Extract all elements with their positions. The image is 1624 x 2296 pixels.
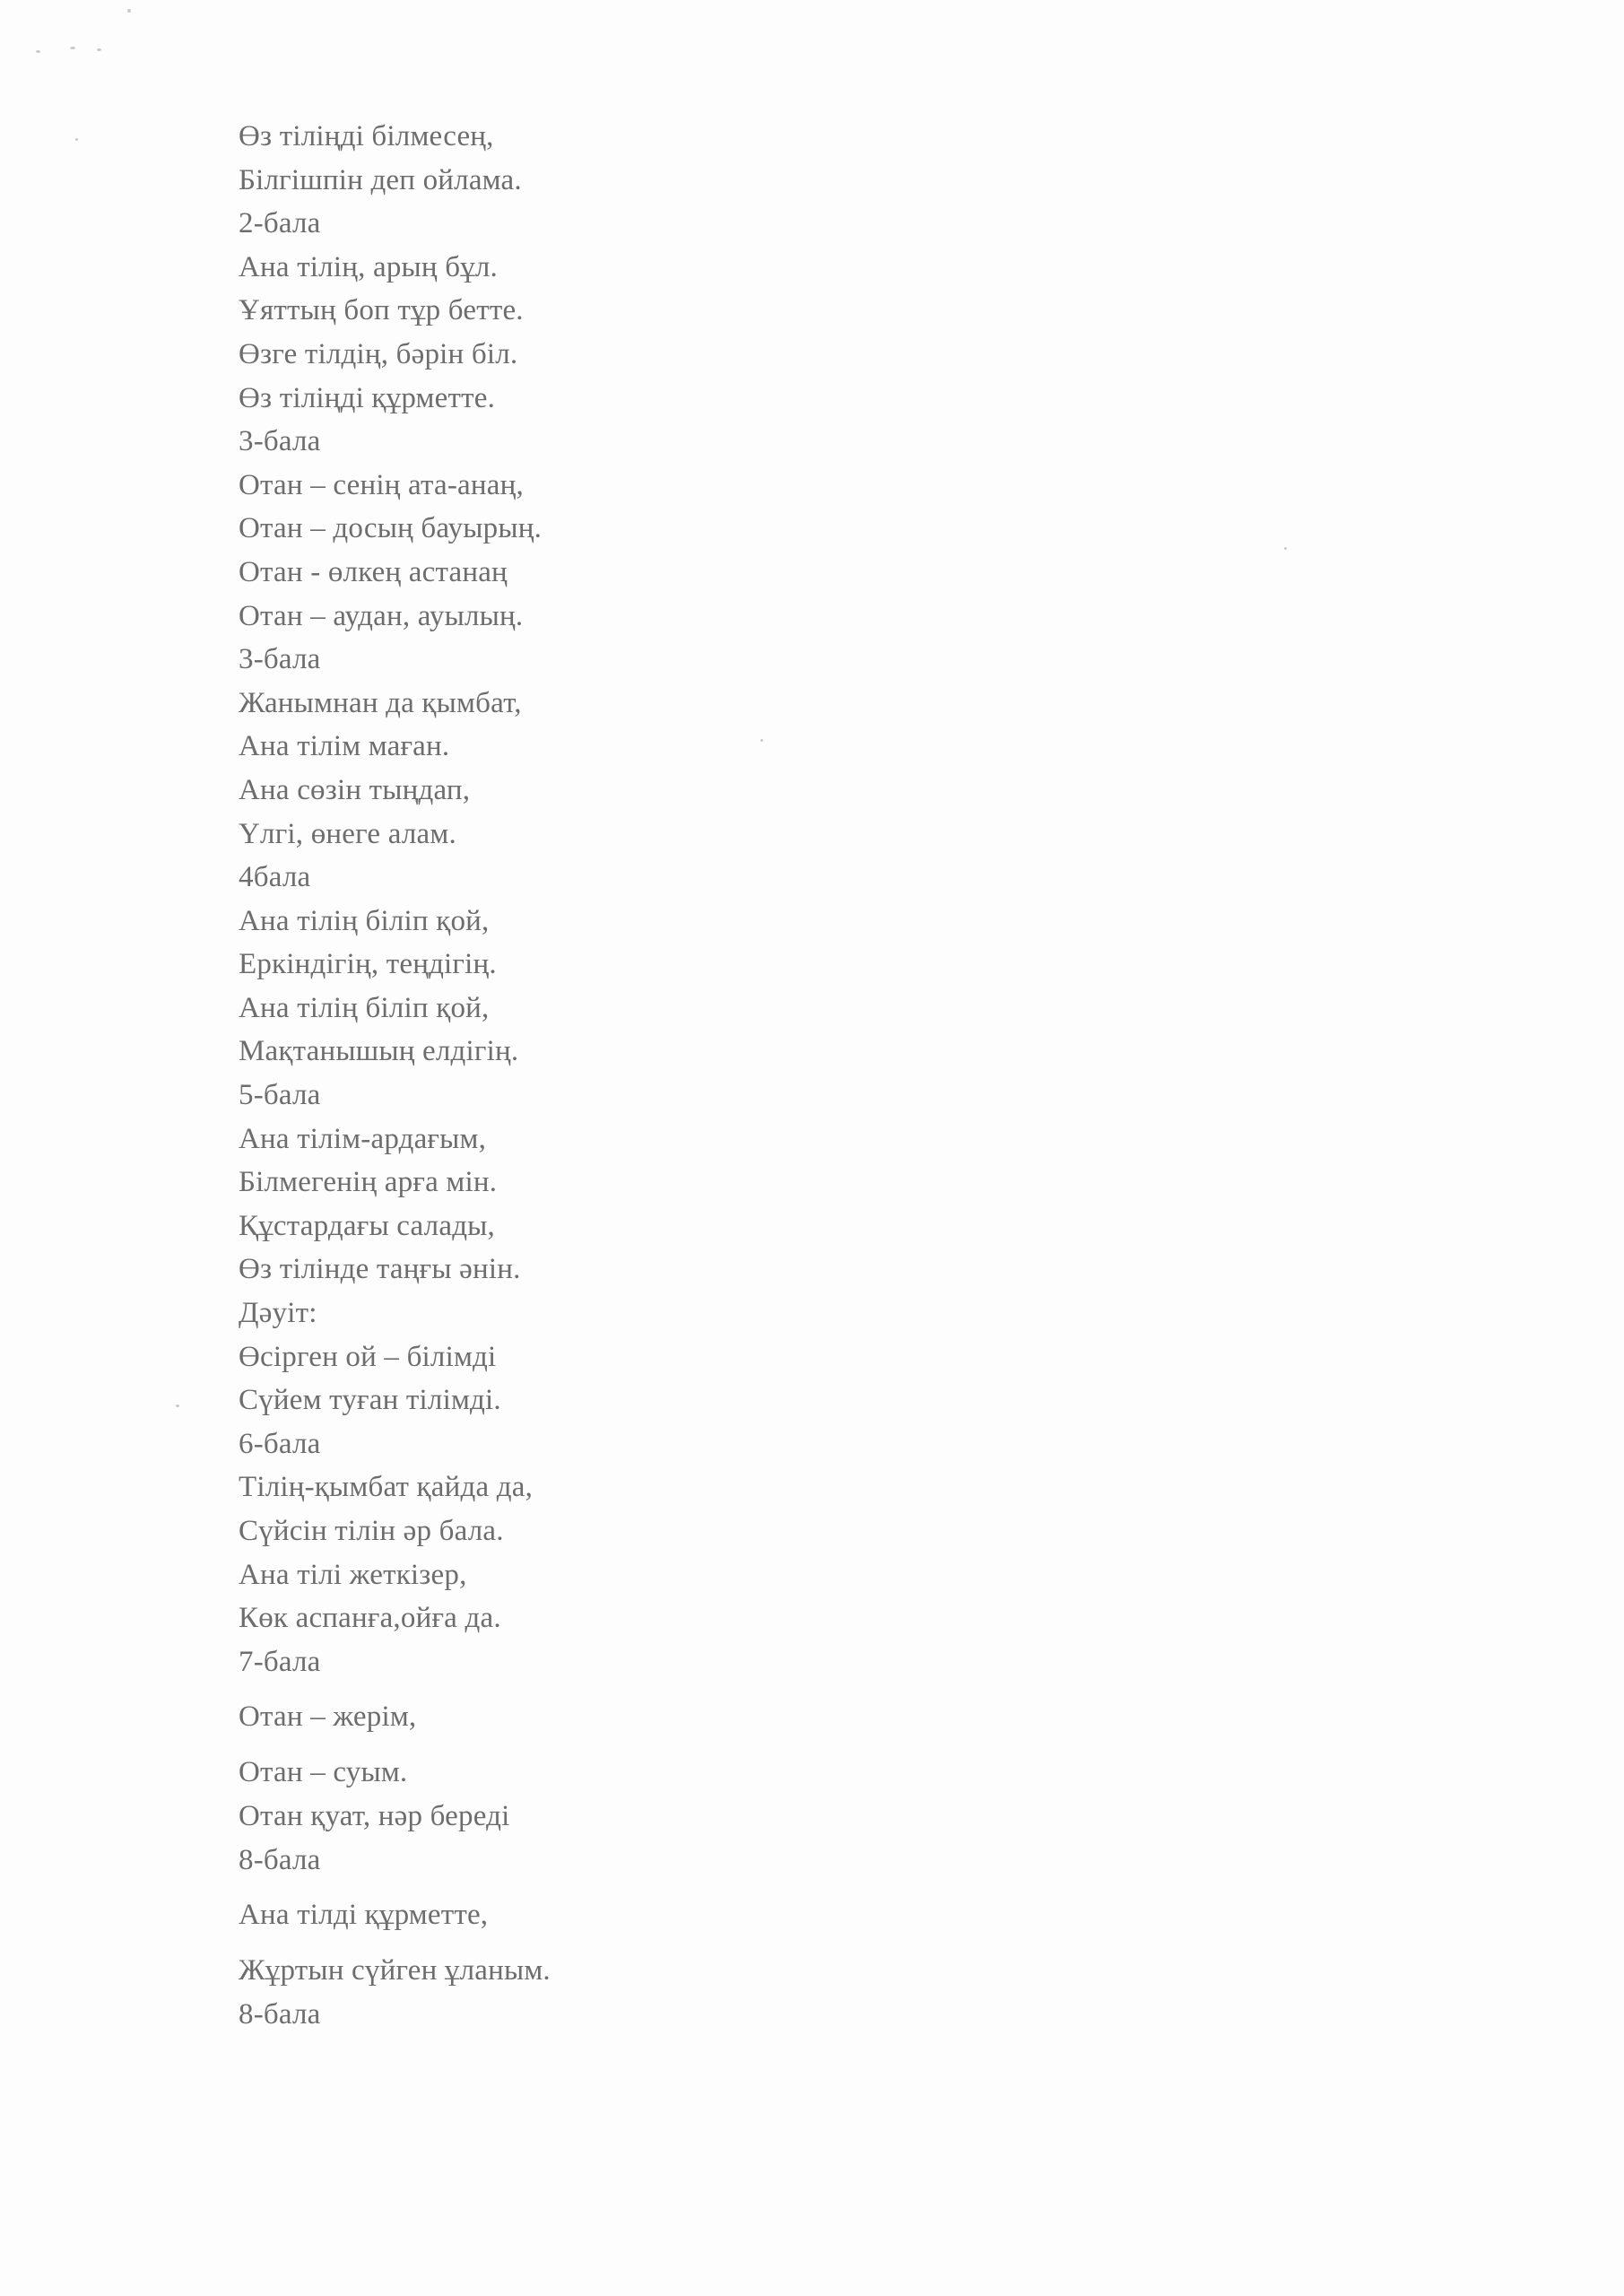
speaker-label: 5-бала [239, 1079, 321, 1112]
poem-line: Үлгі, өнеге алам. [239, 817, 456, 850]
poem-line: Жұртын сүйген ұланым. [239, 1954, 551, 1987]
speaker-label: 2-бала [239, 207, 321, 240]
poem-line: Құстардағы салады, [239, 1209, 496, 1242]
poem-line: Өзге тілдің, бәрін біл. [239, 337, 518, 370]
scan-speck [75, 138, 78, 141]
poem-line: Ана тілім-ардағым, [239, 1122, 487, 1155]
poem-line: Ана тілді құрметте, [239, 1899, 489, 1932]
speaker-label: 3-бала [239, 643, 321, 676]
poem-line: Еркіндігің, теңдігің. [239, 948, 497, 981]
poem-line: Ана сөзін тыңдап, [239, 773, 471, 806]
speaker-label: 3-бала [239, 425, 321, 458]
poem-line: Өз тілінде таңғы әнін. [239, 1253, 521, 1286]
poem-line: Отан қуат, нәр береді [239, 1799, 510, 1832]
scan-speck [97, 48, 101, 51]
scan-speck [1284, 547, 1287, 550]
speaker-label: 7-бала [239, 1645, 321, 1678]
scan-speck [70, 47, 75, 49]
poem-line: Білмегенің арға мін. [239, 1166, 498, 1199]
poem-line: Өз тіліңді құрметте. [239, 381, 496, 414]
poem-line: Отан – аудан, ауылың. [239, 599, 524, 632]
poem-line: Отан – досың бауырың. [239, 512, 543, 545]
speaker-label: 8-бала [239, 1997, 321, 2031]
poem-line: Тілің-қымбат қайда да, [239, 1471, 534, 1504]
scan-speck [127, 9, 131, 13]
poem-line: Жанымнан да қымбат, [239, 686, 522, 719]
speaker-label: Дәуіт: [239, 1297, 317, 1330]
poem-line: Сүйсін тілін әр бала. [239, 1515, 504, 1547]
poem-line: Отан - өлкең астанаң [239, 555, 508, 588]
poem-line: Ана тілің, арың бұл. [239, 250, 499, 283]
scan-speck [36, 50, 40, 53]
poem-line: Ана тілім маған. [239, 730, 450, 763]
poem-line: Көк аспанға,ойға да. [239, 1602, 501, 1635]
poem-line: Ұяттың боп тұр бетте. [239, 294, 524, 327]
poem-text [239, 115, 866, 2036]
poem-line: Ана тілі жеткізер, [239, 1558, 467, 1591]
poem-line: Отан – сенің ата-анаң, [239, 468, 524, 501]
poem-line: Мақтанышың елдігің. [239, 1035, 519, 1068]
scan-speck [176, 1405, 179, 1407]
speaker-label: 4бала [239, 861, 311, 894]
speaker-label: 6-бала [239, 1427, 321, 1460]
poem-line: Өсірген ой – білімді [239, 1340, 497, 1373]
poem-line: Отан – суым. [239, 1756, 408, 1789]
speaker-label: 8-бала [239, 1843, 321, 1876]
poem-line: Сүйем туған тілімді. [239, 1384, 501, 1417]
poem-line: Отан – жерім, [239, 1700, 417, 1734]
poem-line: Өз тіліңді білмесең, [239, 120, 494, 152]
poem-line: Білгішпін деп ойлама. [239, 163, 522, 196]
poem-line: Ана тілің біліп қой, [239, 904, 490, 937]
poem-line: Ана тілің біліп қой, [239, 991, 490, 1024]
